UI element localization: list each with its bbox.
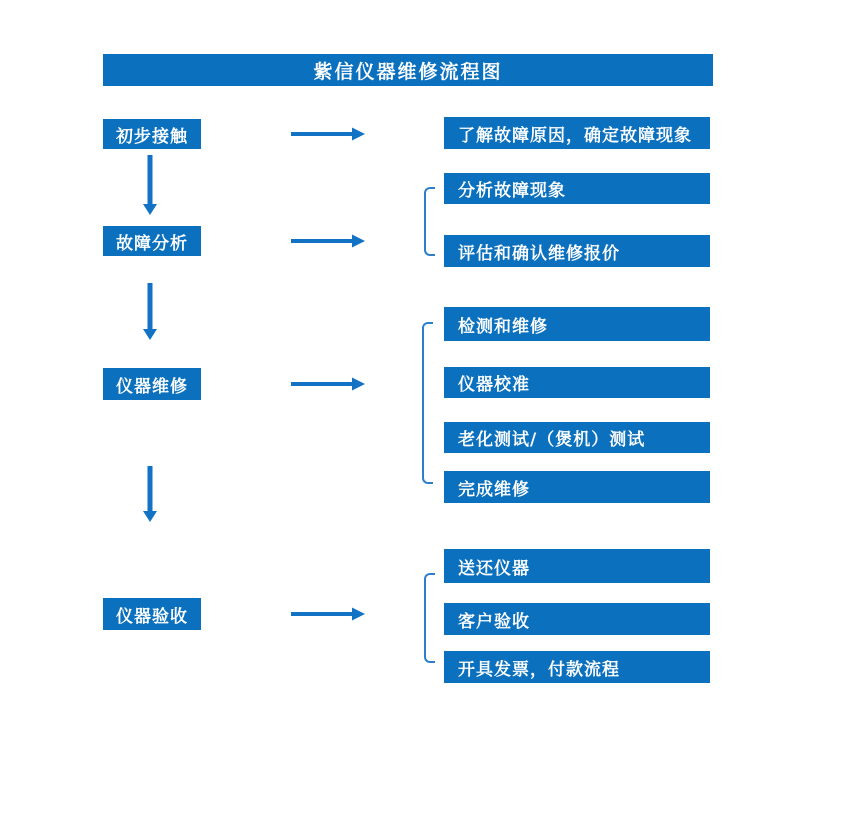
detail-box (444, 651, 710, 683)
detail-label: 检测和维修 (458, 316, 548, 337)
detail-label: 老化测试/（煲机）测试 (458, 430, 646, 450)
detail-box (444, 367, 710, 398)
detail-label: 评估和确认维修报价 (458, 243, 620, 264)
stage-label: 仪器维修 (116, 376, 188, 397)
detail-box (444, 471, 710, 503)
arrow-right-icon (291, 377, 365, 391)
detail-label: 了解故障原因，确定故障现象 (458, 125, 692, 146)
group-bracket (424, 573, 435, 663)
stage-label: 初步接触 (116, 126, 188, 147)
detail-box (444, 117, 710, 149)
detail-box (444, 603, 710, 635)
detail-box (444, 307, 710, 341)
arrow-down-icon (142, 466, 158, 522)
page-title: 紫信仪器维修流程图 (313, 60, 503, 83)
stage-label: 仪器验收 (116, 606, 188, 627)
arrow-down-icon (142, 283, 158, 340)
detail-box (444, 422, 710, 453)
stage-box-instrument-acceptance (103, 598, 201, 630)
stage-box-instrument-repair (103, 368, 201, 400)
title-bar (103, 54, 713, 86)
detail-box (444, 235, 710, 267)
detail-label: 分析故障现象 (458, 181, 566, 201)
detail-label: 开具发票，付款流程 (458, 659, 620, 680)
stage-box-initial-contact (103, 119, 201, 149)
detail-label: 客户验收 (458, 611, 530, 632)
stage-label: 故障分析 (116, 233, 188, 254)
detail-box (444, 173, 710, 204)
arrow-right-icon (291, 127, 365, 141)
group-bracket (422, 322, 433, 484)
detail-label: 送还仪器 (458, 558, 530, 579)
group-bracket (424, 187, 435, 256)
arrow-right-icon (291, 234, 365, 248)
arrow-down-icon (142, 155, 158, 215)
detail-label: 仪器校准 (458, 375, 530, 395)
detail-label: 完成维修 (458, 479, 530, 500)
stage-box-fault-analysis (103, 226, 201, 256)
arrow-right-icon (291, 607, 365, 621)
detail-box (444, 549, 710, 583)
